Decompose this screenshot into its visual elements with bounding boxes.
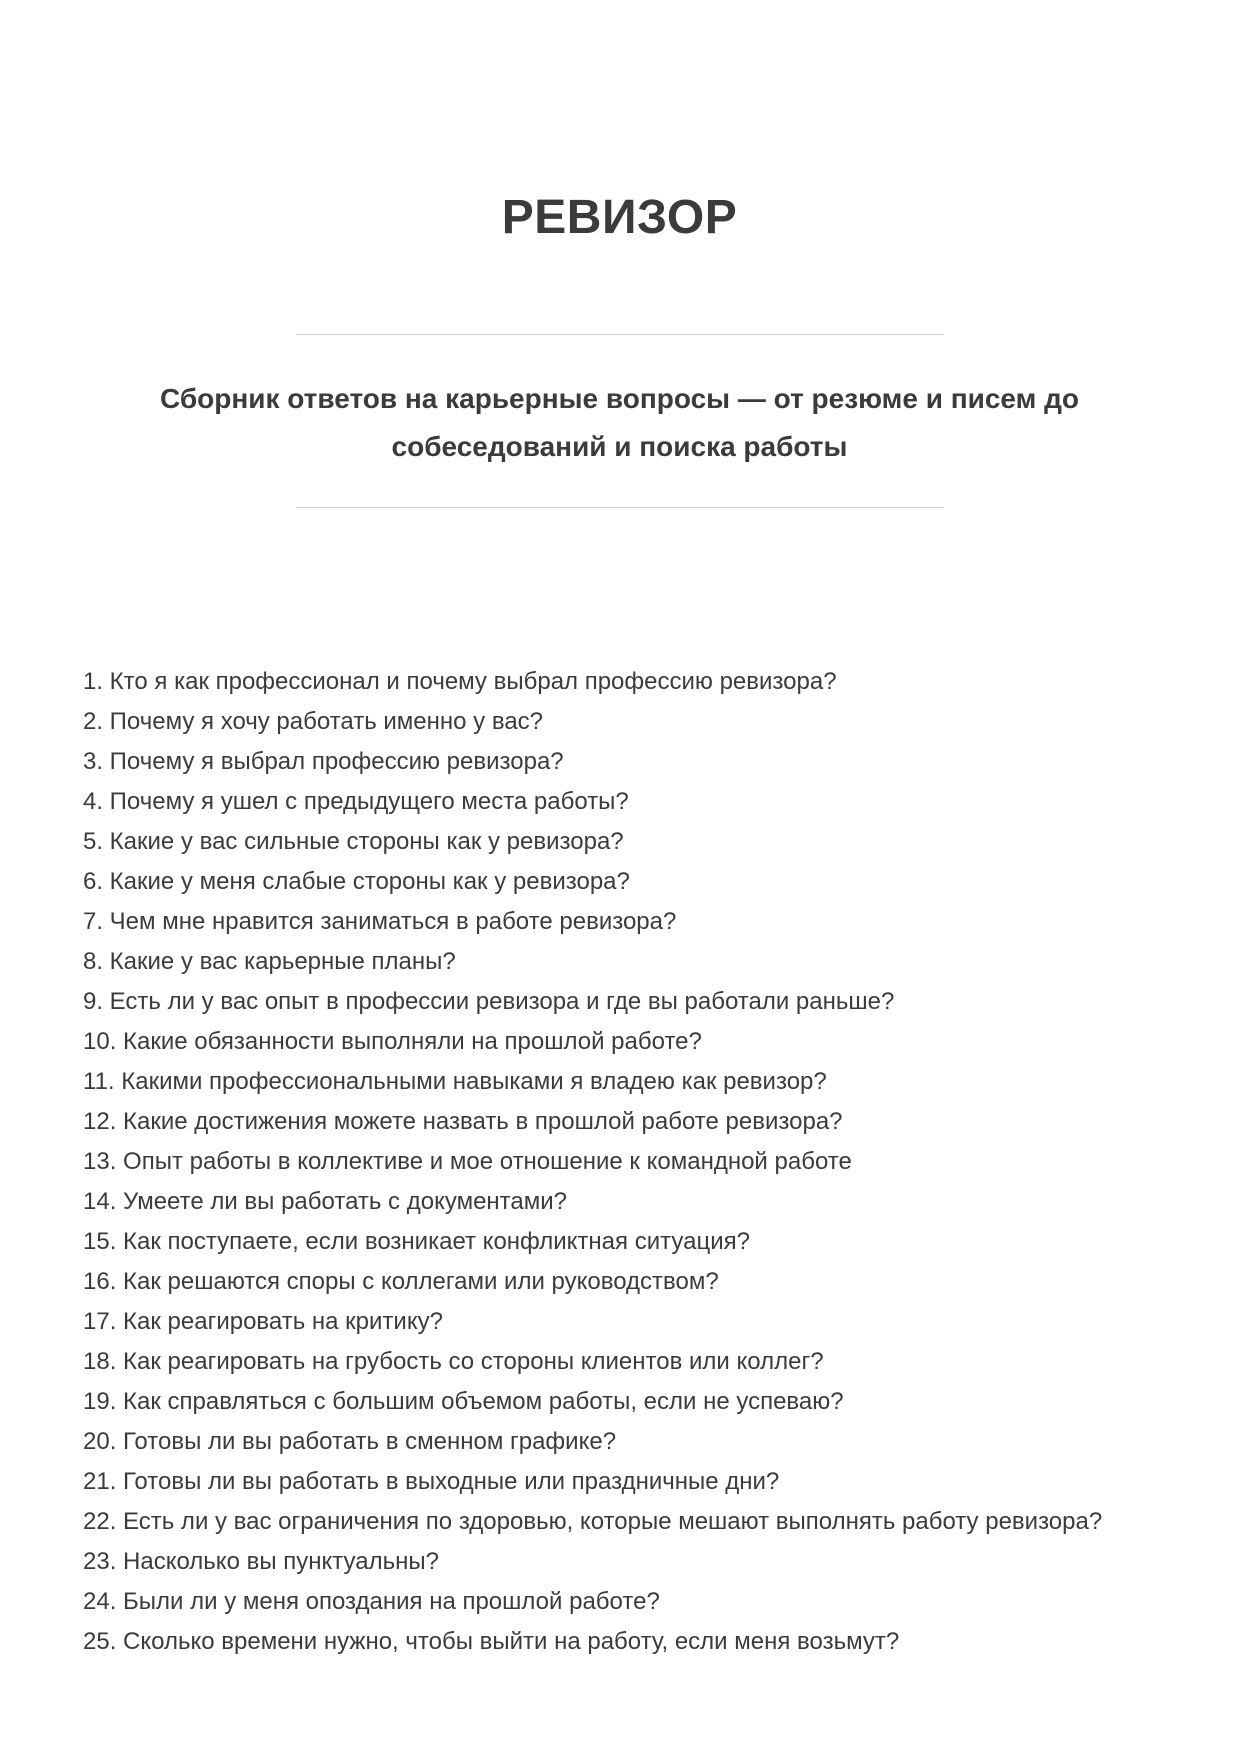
question-item: 4. Почему я ушел с предыдущего места работы? <box>83 788 629 815</box>
question-item: 14. Умеете ли вы работать с документами? <box>83 1188 567 1215</box>
question-item: 15. Как поступаете, если возникает конфликтная ситуация? <box>83 1228 750 1255</box>
question-item: 18. Как реагировать на грубость со стороны клиентов или коллег? <box>83 1348 824 1375</box>
question-item: 17. Как реагировать на критику? <box>83 1308 443 1335</box>
question-item: 25. Сколько времени нужно, чтобы выйти на работу, если меня возьмут? <box>83 1628 900 1655</box>
question-item: 6. Какие у меня слабые стороны как у ревизора? <box>83 868 630 895</box>
divider-top <box>296 334 944 335</box>
subtitle-line-1: Сборник ответов на карьерные вопросы — от резюме и писем до <box>160 383 1079 414</box>
question-item: 19. Как справляться с большим объемом работы, если не успеваю? <box>83 1388 844 1415</box>
question-item: 20. Готовы ли вы работать в сменном графике? <box>83 1428 617 1455</box>
page-subtitle <box>80 375 1160 471</box>
question-item: 22. Есть ли у вас ограничения по здоровью, которые мешают выполнять работу ревизора? <box>83 1508 1103 1535</box>
question-item: 11. Какими профессиональными навыками я владею как ревизор? <box>83 1068 827 1095</box>
question-item: 21. Готовы ли вы работать в выходные или праздничные дни? <box>83 1468 780 1495</box>
question-item: 13. Опыт работы в коллективе и мое отношение к командной работе <box>83 1148 852 1175</box>
divider-bottom <box>296 507 944 508</box>
subtitle-line-2: собеседований и поиска работы <box>391 431 848 462</box>
page-title: РЕВИЗОР <box>501 191 738 244</box>
question-item: 7. Чем мне нравится заниматься в работе ревизора? <box>83 908 677 935</box>
question-item: 23. Насколько вы пунктуальны? <box>83 1548 439 1575</box>
question-item: 16. Как решаются споры с коллегами или руководством? <box>83 1268 719 1295</box>
question-item: 24. Были ли у меня опоздания на прошлой работе? <box>83 1588 660 1615</box>
question-item: 5. Какие у вас сильные стороны как у ревизора? <box>83 828 624 855</box>
question-item: 12. Какие достижения можете назвать в прошлой работе ревизора? <box>83 1108 843 1135</box>
question-item: 9. Есть ли у вас опыт в профессии ревизора и где вы работали раньше? <box>83 988 895 1015</box>
question-item: 10. Какие обязанности выполняли на прошлой работе? <box>83 1028 702 1055</box>
question-item: 8. Какие у вас карьерные планы? <box>83 948 456 975</box>
question-item: 3. Почему я выбрал профессию ревизора? <box>83 748 564 775</box>
question-item: 1. Кто я как профессионал и почему выбрал профессию ревизора? <box>83 668 837 695</box>
questions-list <box>83 662 1179 1662</box>
question-item: 2. Почему я хочу работать именно у вас? <box>83 708 544 735</box>
